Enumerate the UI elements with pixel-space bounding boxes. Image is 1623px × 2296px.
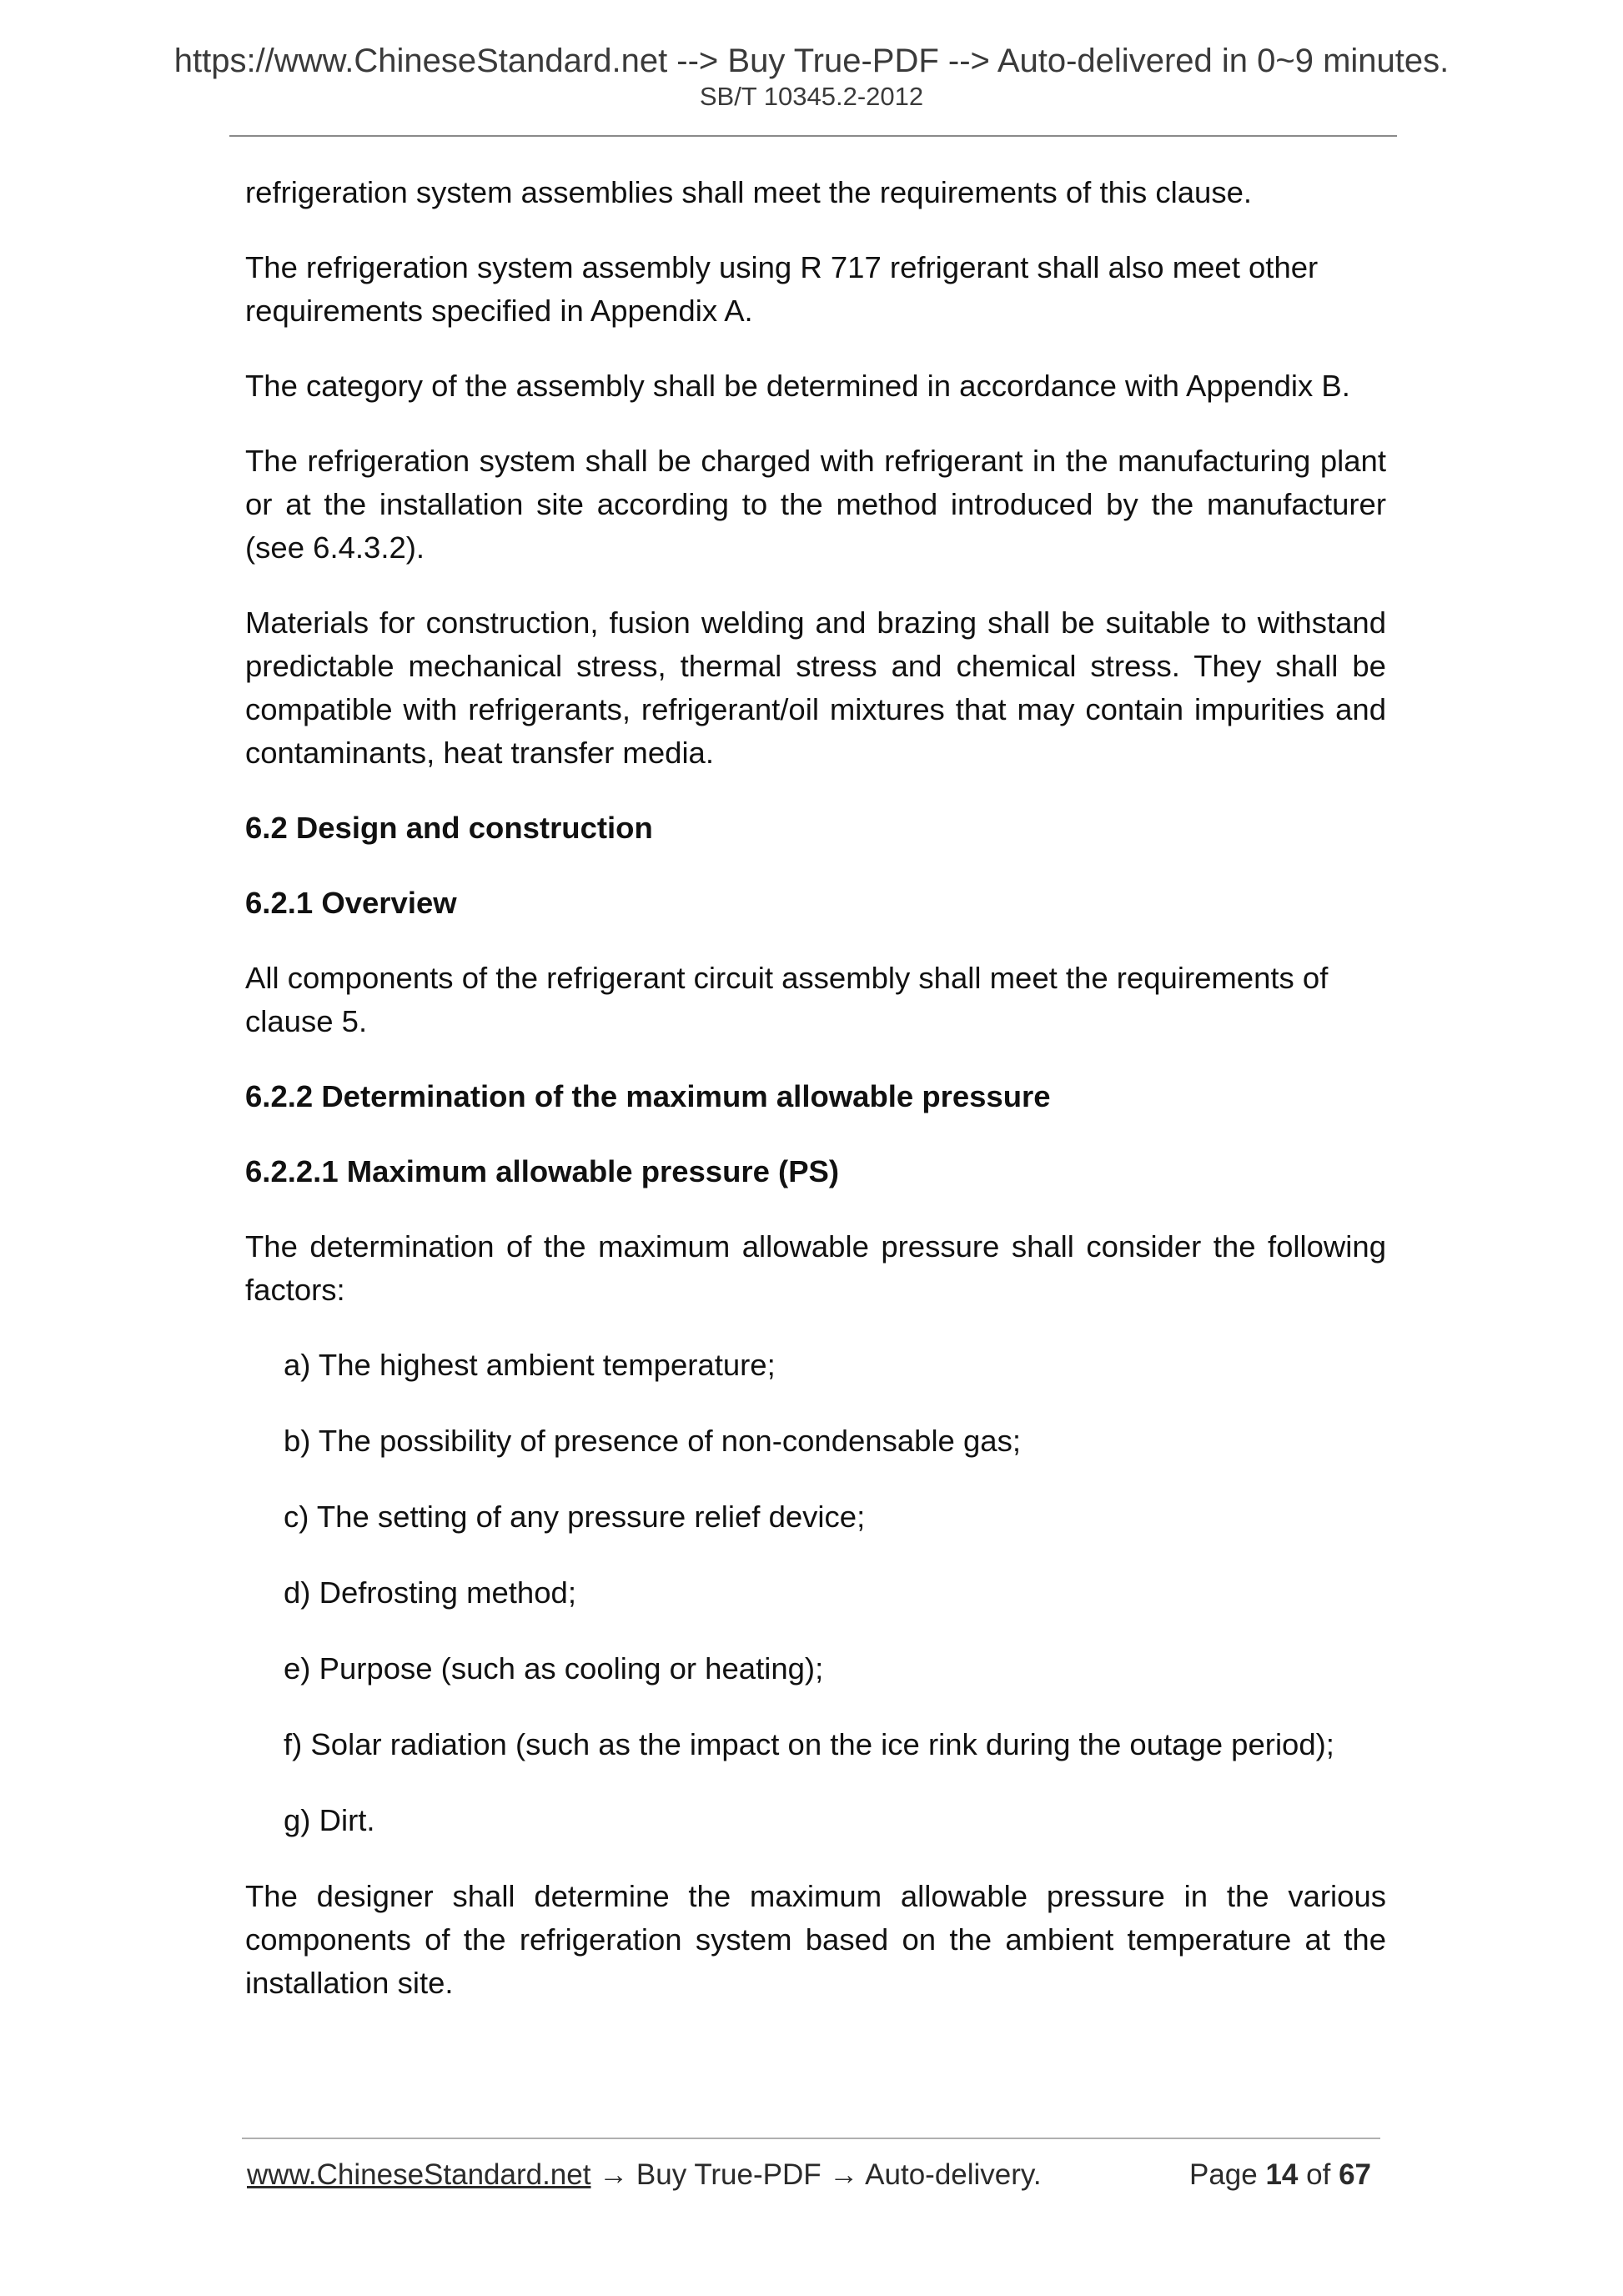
- section-heading-6-2: 6.2 Design and construction: [245, 811, 653, 845]
- page-indicator: [1189, 2157, 1371, 2193]
- paragraph: The category of the assembly shall be determined in accordance with Appendix B.: [245, 369, 1350, 403]
- top-banner: https://www.ChineseStandard.net --> Buy True-PDF --> Auto-delivered in 0~9 minutes.: [173, 43, 1450, 79]
- section-heading-6-2-1: 6.2.1 Overview: [245, 886, 457, 920]
- paragraph: refrigeration system assemblies shall meet the requirements of this clause.: [245, 175, 1253, 209]
- list-item: c) The setting of any pressure relief device;: [284, 1500, 866, 1534]
- header-divider: [229, 135, 1397, 137]
- page-label: Page: [1188, 2158, 1258, 2191]
- list-item: d) Defrosting method;: [284, 1575, 576, 1610]
- footer-trail-text: → Buy True-PDF → Auto-delivery.: [590, 2158, 1042, 2191]
- total-pages: 67: [1339, 2158, 1371, 2191]
- section-heading-6-2-2-1: 6.2.2.1 Maximum allowable pressure (PS): [245, 1154, 840, 1188]
- paragraph: The designer shall determine the maximum allowable pressure in the various components of the refrigeration system based on the ambient temperature at the installation site.: [245, 1879, 1386, 2000]
- footer-divider: [242, 2138, 1380, 2139]
- footer-website-link[interactable]: www.ChineseStandard.net: [247, 2158, 591, 2191]
- of-label: of: [1306, 2158, 1331, 2191]
- paragraph: The refrigeration system shall be charged with refrigerant in the manufacturing plant or at the installation site according to the method introduced by the manufacturer (see 6.4.3.2).: [245, 444, 1386, 565]
- list-item: g) Dirt.: [284, 1803, 375, 1837]
- section-heading-6-2-2: 6.2.2 Determination of the maximum allowable pressure: [245, 1079, 1051, 1113]
- page-footer: [247, 2157, 1381, 2193]
- list-item: a) The highest ambient temperature;: [284, 1348, 776, 1382]
- paragraph: Materials for construction, fusion welding and brazing shall be suitable to withstand predictable mechanical stress, thermal stress and chemical stress. They shall be compatible with refrigerants, refrigerant/oil mixtures that may contain impurities and contaminants, heat transfer media.: [245, 605, 1386, 770]
- paragraph: The determination of the maximum allowable pressure shall consider the following factors:: [245, 1229, 1386, 1307]
- document-code: SB/T 10345.2-2012: [699, 82, 924, 111]
- list-item: f) Solar radiation (such as the impact on the ice rink during the outage period);: [284, 1727, 1334, 1761]
- page-content: [245, 171, 1386, 2037]
- list-item: b) The possibility of presence of non-condensable gas;: [284, 1424, 1021, 1458]
- page-number: 14: [1265, 2158, 1299, 2191]
- factor-list: [245, 1344, 1386, 1842]
- paragraph: All components of the refrigerant circuit assembly shall meet the requirements of clause 5.: [245, 961, 1329, 1038]
- list-item: e) Purpose (such as cooling or heating);: [284, 1651, 824, 1686]
- paragraph: The refrigeration system assembly using R 717 refrigerant shall also meet other requirements specified in Appendix A.: [245, 250, 1319, 328]
